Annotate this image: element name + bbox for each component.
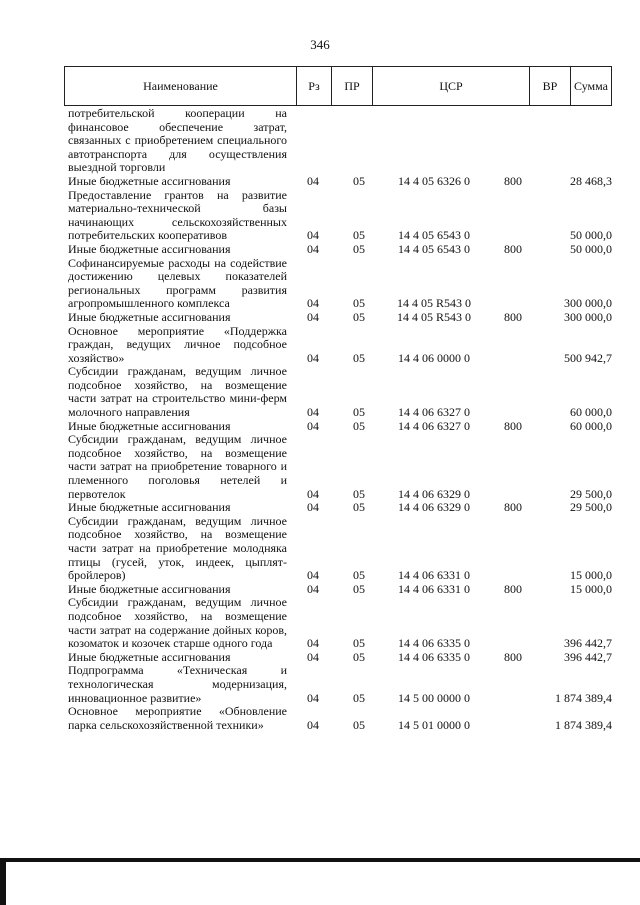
row-vr <box>489 719 537 733</box>
row-pr: 05 <box>353 241 365 256</box>
row-pr: 05 <box>353 350 365 365</box>
row-csr: 14 4 06 6327 0 <box>398 418 470 433</box>
row-sum: 1 874 389,4 <box>555 690 612 705</box>
table-row <box>68 515 612 583</box>
table-row <box>68 433 612 501</box>
table-row <box>68 175 612 189</box>
table-row <box>68 651 612 665</box>
row-name: Основное мероприятие «Поддержка граждан, ведущих личное подсобное хозяйство» <box>68 323 287 365</box>
row-codes <box>287 569 612 583</box>
table-row <box>68 107 612 175</box>
row-pr: 05 <box>353 690 365 705</box>
row-rz: 04 <box>307 418 319 433</box>
row-codes <box>287 175 612 189</box>
row-rz: 04 <box>307 241 319 256</box>
row-sum: 500 942,7 <box>564 350 612 365</box>
row-vr <box>489 352 537 366</box>
row-vr: 800 <box>504 581 522 596</box>
row-csr: 14 4 05 6543 0 <box>398 241 470 256</box>
row-csr: 14 4 06 6329 0 <box>398 500 470 515</box>
row-rz: 04 <box>307 350 319 365</box>
row-csr: 14 4 05 6543 0 <box>398 228 470 243</box>
row-sum: 50 000,0 <box>570 228 612 243</box>
table-row <box>68 420 612 434</box>
row-csr: 14 4 06 6331 0 <box>398 581 470 596</box>
table-row <box>68 189 612 243</box>
row-sum: 28 468,3 <box>570 173 612 188</box>
table-header <box>64 66 612 106</box>
row-pr: 05 <box>353 405 365 420</box>
table-row <box>68 583 612 597</box>
row-name: потребительской кооперации на финансовое обеспечение затрат, связанных с приобретением специального автотранспорта для осуществления выездной торговли <box>68 106 287 175</box>
table-row <box>68 365 612 419</box>
table-body <box>68 107 612 732</box>
row-sum: 60 000,0 <box>570 418 612 433</box>
row-name: Иные бюджетные ассигнования <box>68 309 231 324</box>
row-pr: 05 <box>353 173 365 188</box>
row-vr: 800 <box>504 241 522 256</box>
bottom-rule <box>0 858 640 862</box>
row-csr: 14 4 05 R543 0 <box>396 309 471 324</box>
row-rz: 04 <box>307 717 319 732</box>
row-vr <box>489 488 537 502</box>
row-name: Субсидии гражданам, ведущим личное подсобное хозяйство, на возмещение части затрат на приобретение молодняка птицы (гусей, уток, индеек, цыплят-бройлеров) <box>68 513 287 583</box>
row-rz: 04 <box>307 309 319 324</box>
row-sum: 396 442,7 <box>564 649 612 664</box>
row-rz: 04 <box>307 228 319 243</box>
row-vr: 800 <box>504 173 522 188</box>
table-row <box>68 664 612 705</box>
row-codes <box>287 311 612 325</box>
header-pr: ПР <box>332 67 373 105</box>
row-csr: 14 5 01 0000 0 <box>398 717 470 732</box>
row-pr: 05 <box>353 717 365 732</box>
row-pr: 05 <box>353 500 365 515</box>
row-codes <box>287 488 612 502</box>
row-name: Субсидии гражданам, ведущим личное подсобное хозяйство, на возмещение части затрат на строительство мини-ферм молочного направления <box>68 364 287 420</box>
row-pr: 05 <box>353 296 365 311</box>
header-sum: Сумма <box>574 78 608 93</box>
row-vr <box>489 692 537 706</box>
row-rz: 04 <box>307 296 319 311</box>
row-codes <box>287 637 612 651</box>
row-codes <box>287 692 612 706</box>
row-sum: 15 000,0 <box>570 581 612 596</box>
row-codes <box>287 501 612 515</box>
row-sum: 300 000,0 <box>564 309 612 324</box>
row-name: Подпрограмма «Техническая и технологическая модернизация, инновационное развитие» <box>68 663 287 705</box>
row-rz: 04 <box>307 405 319 420</box>
row-sum: 15 000,0 <box>570 568 612 583</box>
row-csr: 14 4 06 6335 0 <box>398 636 470 651</box>
row-vr <box>489 229 537 243</box>
row-vr: 800 <box>504 418 522 433</box>
row-codes <box>287 352 612 366</box>
row-vr: 800 <box>504 309 522 324</box>
row-csr: 14 4 06 6335 0 <box>398 649 470 664</box>
row-rz: 04 <box>307 486 319 501</box>
row-rz: 04 <box>307 649 319 664</box>
row-sum: 60 000,0 <box>570 405 612 420</box>
row-pr: 05 <box>353 418 365 433</box>
row-pr: 05 <box>353 636 365 651</box>
row-csr: 14 4 06 6331 0 <box>398 568 470 583</box>
row-name: Иные бюджетные ассигнования <box>68 241 231 256</box>
row-pr: 05 <box>353 649 365 664</box>
row-name: Субсидии гражданам, ведущим личное подсобное хозяйство, на возмещение части затрат на содержание дойных коров, козоматок и козочек старше одного года <box>68 595 287 651</box>
scan-edge <box>0 858 6 905</box>
row-name: Предоставление грантов на развитие материально-технической базы начинающих сельскохозяйственных потребительских кооперативов <box>68 187 287 243</box>
row-codes <box>287 583 612 597</box>
row-vr <box>489 406 537 420</box>
table-row <box>68 243 612 257</box>
page-number: 346 <box>310 37 330 52</box>
row-name: Иные бюджетные ассигнования <box>68 649 231 664</box>
row-vr <box>489 297 537 311</box>
row-rz: 04 <box>307 568 319 583</box>
row-rz: 04 <box>307 636 319 651</box>
row-pr: 05 <box>353 581 365 596</box>
row-codes <box>287 406 612 420</box>
row-codes <box>287 719 612 733</box>
row-sum: 29 500,0 <box>570 500 612 515</box>
row-name: Иные бюджетные ассигнования <box>68 500 231 515</box>
row-name: Субсидии гражданам, ведущим личное подсобное хозяйство, на возмещение части затрат на приобретение товарного и племенного поголовья нетелей и первотелок <box>68 432 287 501</box>
header-name: Наименование <box>65 67 297 105</box>
header-csr: ЦСР <box>373 67 530 105</box>
row-vr: 800 <box>504 500 522 515</box>
row-pr: 05 <box>353 309 365 324</box>
row-vr <box>489 569 537 583</box>
row-codes <box>287 420 612 434</box>
row-csr: 14 4 06 6329 0 <box>398 486 470 501</box>
row-csr: 14 4 06 0000 0 <box>398 350 470 365</box>
row-name: Иные бюджетные ассигнования <box>68 418 231 433</box>
row-name: Основное мероприятие «Обновление парка сельскохозяйственной техники» <box>68 704 287 732</box>
row-vr <box>489 637 537 651</box>
table-row <box>68 257 612 311</box>
row-pr: 05 <box>353 486 365 501</box>
table-row <box>68 311 612 325</box>
row-rz: 04 <box>307 173 319 188</box>
row-csr: 14 4 06 6327 0 <box>398 405 470 420</box>
row-pr: 05 <box>353 228 365 243</box>
row-csr: 14 4 05 R543 0 <box>396 296 471 311</box>
row-pr: 05 <box>353 568 365 583</box>
row-sum: 50 000,0 <box>570 241 612 256</box>
table-row <box>68 596 612 650</box>
row-rz: 04 <box>307 690 319 705</box>
row-codes <box>287 243 612 257</box>
header-vr: ВР <box>530 67 571 105</box>
row-csr: 14 5 00 0000 0 <box>398 690 470 705</box>
row-sum: 396 442,7 <box>564 636 612 651</box>
row-name: Иные бюджетные ассигнования <box>68 173 231 188</box>
row-vr: 800 <box>504 649 522 664</box>
row-sum: 29 500,0 <box>570 486 612 501</box>
row-name: Софинансируемые расходы на содействие достижению целевых показателей региональных программ развития агропромышленного комплекса <box>68 255 287 311</box>
row-sum: 1 874 389,4 <box>555 717 612 732</box>
row-rz: 04 <box>307 581 319 596</box>
row-csr: 14 4 05 6326 0 <box>398 173 470 188</box>
row-codes <box>287 651 612 665</box>
row-codes <box>287 229 612 243</box>
table-row <box>68 325 612 366</box>
row-name: Иные бюджетные ассигнования <box>68 581 231 596</box>
row-rz: 04 <box>307 500 319 515</box>
table-row <box>68 501 612 515</box>
row-codes <box>287 297 612 311</box>
table-row <box>68 705 612 732</box>
header-rz: Рз <box>297 67 332 105</box>
row-sum: 300 000,0 <box>564 296 612 311</box>
